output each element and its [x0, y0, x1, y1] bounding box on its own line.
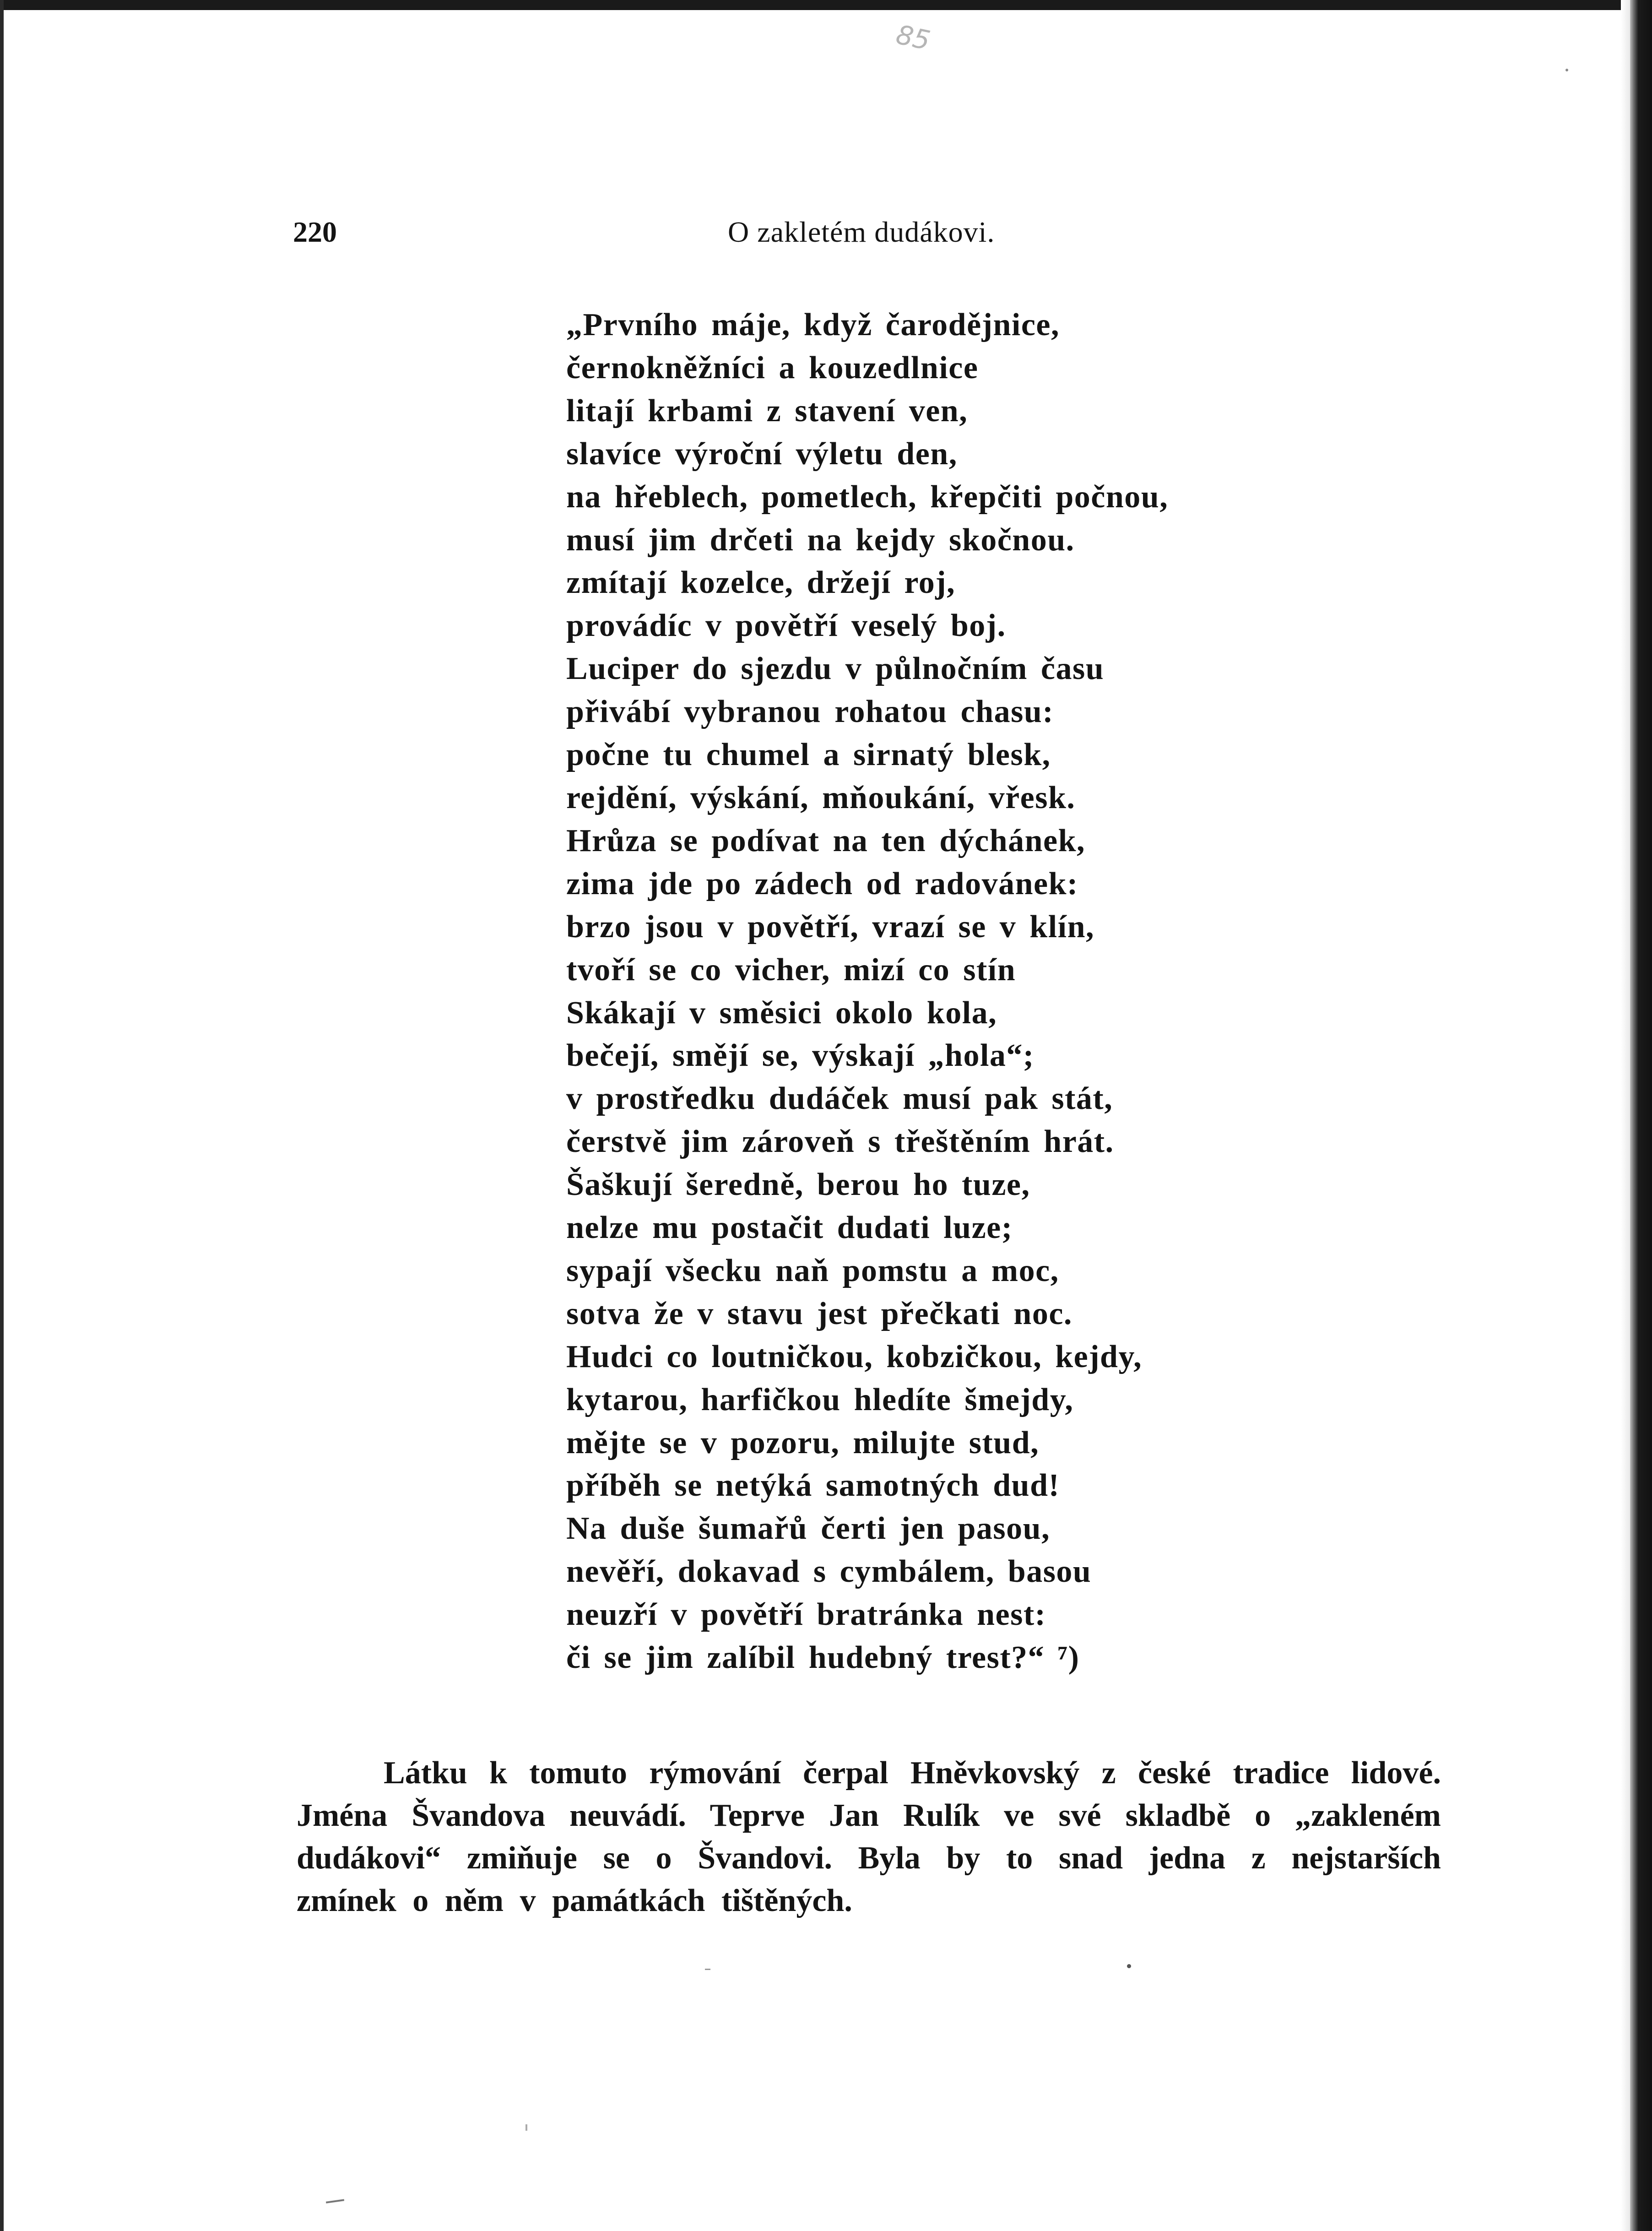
poem-line: na hřeblech, pometlech, křepčiti počnou, — [566, 479, 1169, 515]
scan-left-edge — [0, 0, 4, 2231]
poem-line: zmítají kozelce, držejí roj, — [566, 565, 956, 601]
pencil-mark: 85 — [893, 19, 933, 56]
poem-line: přivábí vybranou rohatou chasu: — [566, 694, 1054, 730]
poem-line: či se jim zalíbil hudebný trest?“ ⁷) — [566, 1640, 1080, 1676]
poem-line: počne tu chumel a sirnatý blesk, — [566, 737, 1051, 773]
poem-line: nevěří, dokavad s cymbálem, basou — [566, 1554, 1092, 1590]
page-curl-shadow — [1621, 0, 1630, 2231]
scan-right-edge — [1630, 0, 1652, 2231]
poem-line: neuzří v povětří bratránka nest: — [566, 1597, 1046, 1633]
poem-line: čerstvě jim zároveň s třeštěním hrát. — [566, 1124, 1114, 1160]
prose-line: zmínek o něm v památkách tištěných. — [297, 1883, 852, 1918]
poem-line: Šaškují šeredně, berou ho tuze, — [566, 1167, 1030, 1203]
running-title: O zakletém dudákovi. — [728, 216, 995, 248]
prose-paragraph — [297, 1752, 1441, 1922]
scan-speck — [705, 1969, 710, 1970]
poem-line: nelze mu postačit dudati luze; — [566, 1210, 1013, 1246]
poem-line: černokněžníci a kouzedlnice — [566, 350, 979, 385]
poem-line: musí jim drčeti na kejdy skočnou. — [566, 522, 1075, 558]
poem-line: Skákají v směsici okolo kola, — [566, 995, 997, 1031]
prose-line: dudákovi“ zmiňuje se o Švandovi. Byla by to snad jedna z nejstarších — [297, 1840, 1441, 1876]
scan-speck — [326, 2199, 344, 2204]
poem-line: kytarou, harfičkou hledíte šmejdy, — [566, 1382, 1074, 1417]
poem-line: zima jde po zádech od radovánek: — [566, 866, 1078, 901]
poem-line: mějte se v pozoru, milujte stud, — [566, 1425, 1040, 1460]
scan-speck — [1127, 1964, 1131, 1968]
poem-line: Hudci co loutničkou, kobzičkou, kejdy, — [566, 1339, 1143, 1374]
poem-line: slavíce výroční výletu den, — [566, 436, 958, 472]
poem-line: v prostředku dudáček musí pak stát, — [566, 1081, 1113, 1117]
scan-speck — [525, 2124, 527, 2131]
poem-line: brzo jsou v povětří, vrazí se v klín, — [566, 909, 1095, 945]
poem-line: litají krbami z stavení ven, — [566, 393, 968, 429]
poem-line: příběh se netýká samotných dud! — [566, 1468, 1060, 1504]
poem-line: sypají všecku naň pomstu a moc, — [566, 1253, 1059, 1288]
poem-line: sotva že v stavu jest přečkati noc. — [566, 1296, 1072, 1331]
poem-line: rejdění, výskání, mňoukání, vřesk. — [566, 780, 1076, 815]
scan-top-edge — [0, 0, 1652, 10]
running-header — [293, 212, 1035, 253]
page-number: 220 — [293, 216, 337, 248]
poem-line: provádíc v povětří veselý boj. — [566, 608, 1006, 644]
poem-line: „Prvního máje, když čarodějnice, — [566, 307, 1060, 342]
poem-line: Na duše šumařů čerti jen pasou, — [566, 1511, 1051, 1547]
poem-line: tvoří se co vicher, mizí co stín — [566, 952, 1016, 988]
poem-line: bečejí, smějí se, výskají „hola“; — [566, 1038, 1035, 1074]
poem-block — [566, 304, 1235, 1679]
poem-line: Hrůza se podívat na ten dýchánek, — [566, 823, 1086, 858]
prose-line: Látku k tomuto rýmování čerpal Hněvkovský z české tradice lidové. — [384, 1755, 1441, 1791]
prose-line: Jména Švandova neuvádí. Teprve Jan Rulík ve své skladbě o „zakleném — [297, 1798, 1441, 1833]
poem-line: Luciper do sjezdu v půlnočním času — [566, 651, 1105, 687]
scan-speck — [1565, 69, 1568, 71]
